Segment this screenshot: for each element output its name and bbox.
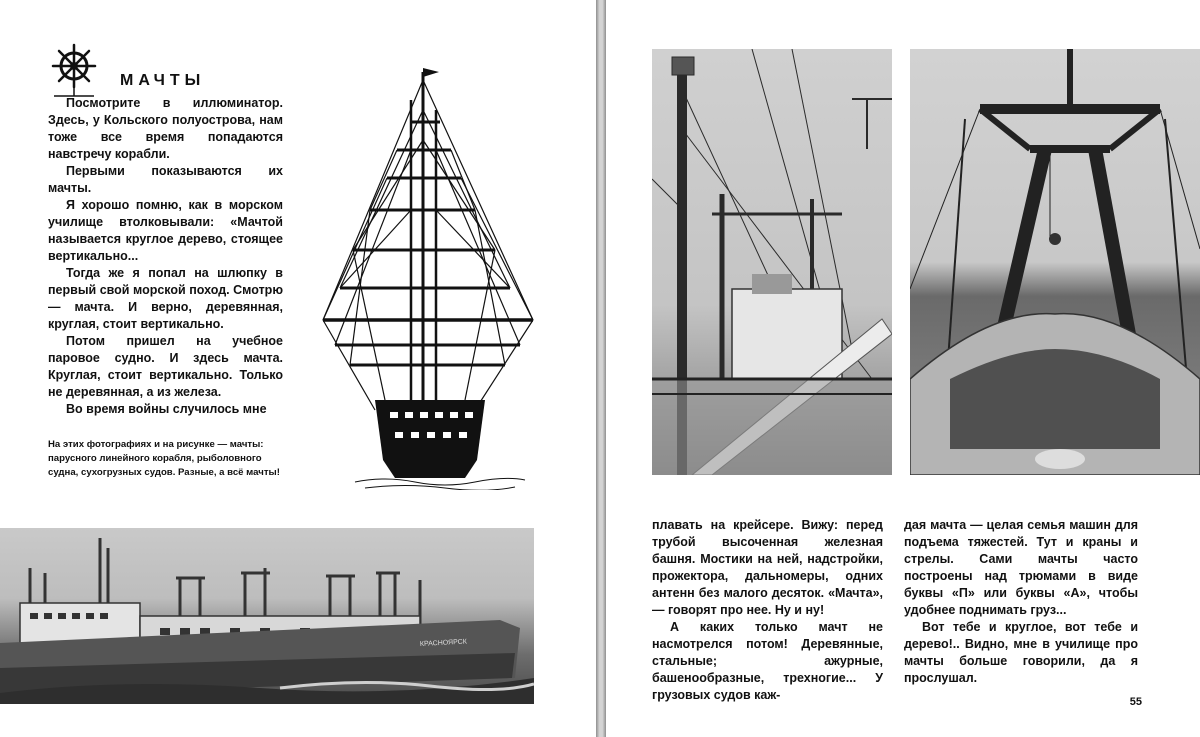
cargo-ship-photo: [0, 528, 534, 704]
right-text-column-1: [652, 517, 883, 704]
paragraph: плавать на крейсере. Вижу: перед трубой высоченная железная башня. Мостики на ней, надстройки, прожектора, дальномеры, одних антенн без малого десяток. «Мачта»,— говорят про нее. Ну и ну!: [652, 518, 883, 617]
sailing-ship-drawing: [315, 60, 545, 490]
figure-caption: На этих фотографиях и на рисунке — мачты: парусного линейного корабля, рыболовного судна, сухогрузных судов. Разные, а всё мачты!: [48, 439, 280, 478]
paragraph: Я хорошо помню, как в морском училище втолковывали: «Мачтой называется круглое дерево, стоящее вертикально...: [48, 198, 283, 263]
book-gutter: [596, 0, 606, 737]
paragraph: Первыми показываются их мачты.: [48, 164, 283, 195]
chapter-title: МАЧТЫ: [120, 72, 206, 89]
left-page: [0, 0, 596, 737]
page-number: 55: [1129, 696, 1142, 708]
bow-a-frame-mast-photo: [910, 49, 1200, 475]
right-text-column-2: [904, 517, 1138, 687]
ship-name: КРАСНОЯРСК: [419, 638, 468, 648]
paragraph: дая мачта — целая семья машин для подъема тяжестей. Тут и краны и стрелы. Сами мачты часто построены над трюмами в виде буквы «П» или буквы «А», чтобы удобнее поднимать груз...: [904, 518, 1138, 617]
paragraph: Во время войны случилось мне: [66, 402, 267, 416]
deck-masts-photo: [652, 49, 892, 475]
paragraph: Тогда же я попал на шлюпку в первый свой морской поход. Смотрю — мачта. И верно, деревянная, круглая, стоит вертикально.: [48, 266, 283, 331]
paragraph: А каких только мачт не насмотрелся потом! Деревянные, стальные; ажурные, башенообразные, трехногие... У грузовых судов каж-: [652, 620, 883, 702]
right-page: [606, 0, 1200, 737]
paragraph: Потом пришел на учебное паровое судно. И здесь мачта. Круглая, стоит вертикально. Только не деревянная, а из железа.: [48, 334, 283, 399]
left-text-column: [48, 95, 283, 418]
ships-wheel-icon: [50, 42, 98, 98]
paragraph: Вот тебе и круглое, вот тебе и дерево!.. Видно, мне в училище про мачты больше говорили, да я прослушал.: [904, 620, 1138, 685]
paragraph: Посмотрите в иллюминатор. Здесь, у Кольского полуострова, нам тоже все время попадаются навстречу корабли.: [48, 96, 283, 161]
